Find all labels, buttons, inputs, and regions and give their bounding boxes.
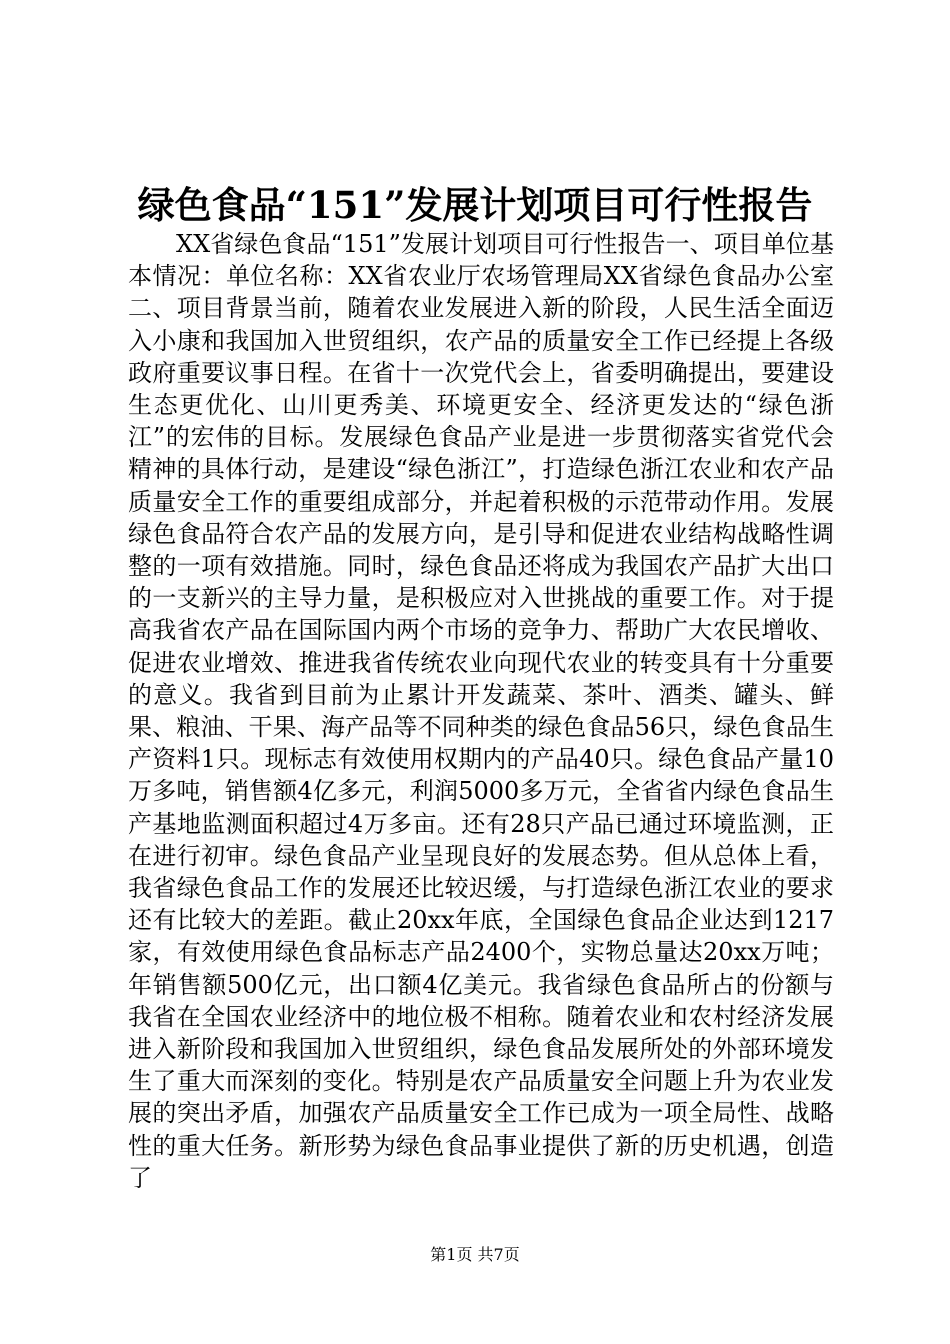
- page-number-footer: 第1页 共7页: [430, 1245, 520, 1264]
- document-body-paragraph: XX省绿色食品“151”发展计划项目可行性报告一、项目单位基本情况：单位名称：XX省农业厅农场管理局XX省绿色食品办公室二、项目背景当前，随着农业发展进入新的阶段，人民生活全面迈入小康和我国加入世贸组织，农产品的质量安全工作已经提上各级政府重要议事日程。在省十一次党代会上，省委明确提出，要建设生态更优化、山川更秀美、环境更安全、经济更发达的“绿色浙江”的宏伟的目标。发展绿色食品产业是进一步贯彻落实省党代会精神的具体行动，是建设“绿色浙江”，打造绿色浙江农业和农产品质量安全工作的重要组成部分，并起着积极的示范带动作用。发展绿色食品符合农产品的发展方向，是引导和促进农业结构战略性调整的一项有效措施。同时，绿色食品还将成为我国农产品扩大出口的一支新兴的主导力量，是积极应对入世挑战的重要工作。对于提高我省农产品在国际国内两个市场的竞争力、帮助广大农民增收、促进农业增效、推进我省传统农业向现代农业的转变具有十分重要的意义。我省到目前为止累计开发蔬菜、茶叶、酒类、罐头、鲜果、粮油、干果、海产品等不同种类的绿色食品56只，绿色食品生产资料1只。现标志有效使用权期内的产品40只。绿色食品产量10万多吨，销售额4亿多元，利润5000多万元，全省省内绿色食品生产基地监测面积超过4万多亩。还有28只产品已通过环境监测，正在进行初审。绿色食品产业呈现良好的发展态势。但从总体上看，我省绿色食品工作的发展还比较迟缓，与打造绿色浙江农业的要求还有比较大的差距。截止20xx年底，全国绿色食品企业达到1217家，有效使用绿色食品标志产品2400个，实物总量达20xx万吨；年销售额500亿元，出口额4亿美元。我省绿色食品所占的份额与我省在全国农业经济中的地位极不相称。随着农业和农村经济发展进入新阶段和我国加入世贸组织，绿色食品发展所处的外部环境发生了重大而深刻的变化。特别是农产品质量安全问题上升为农业发展的突出矛盾，加强农产品质量安全工作已成为一项全局性、战略性的重大任务。新形势为绿色食品事业提供了新的历史机遇，创造了: [128, 230, 834, 1192]
- document-title: 绿色食品“151”发展计划项目可行性报告: [137, 183, 813, 227]
